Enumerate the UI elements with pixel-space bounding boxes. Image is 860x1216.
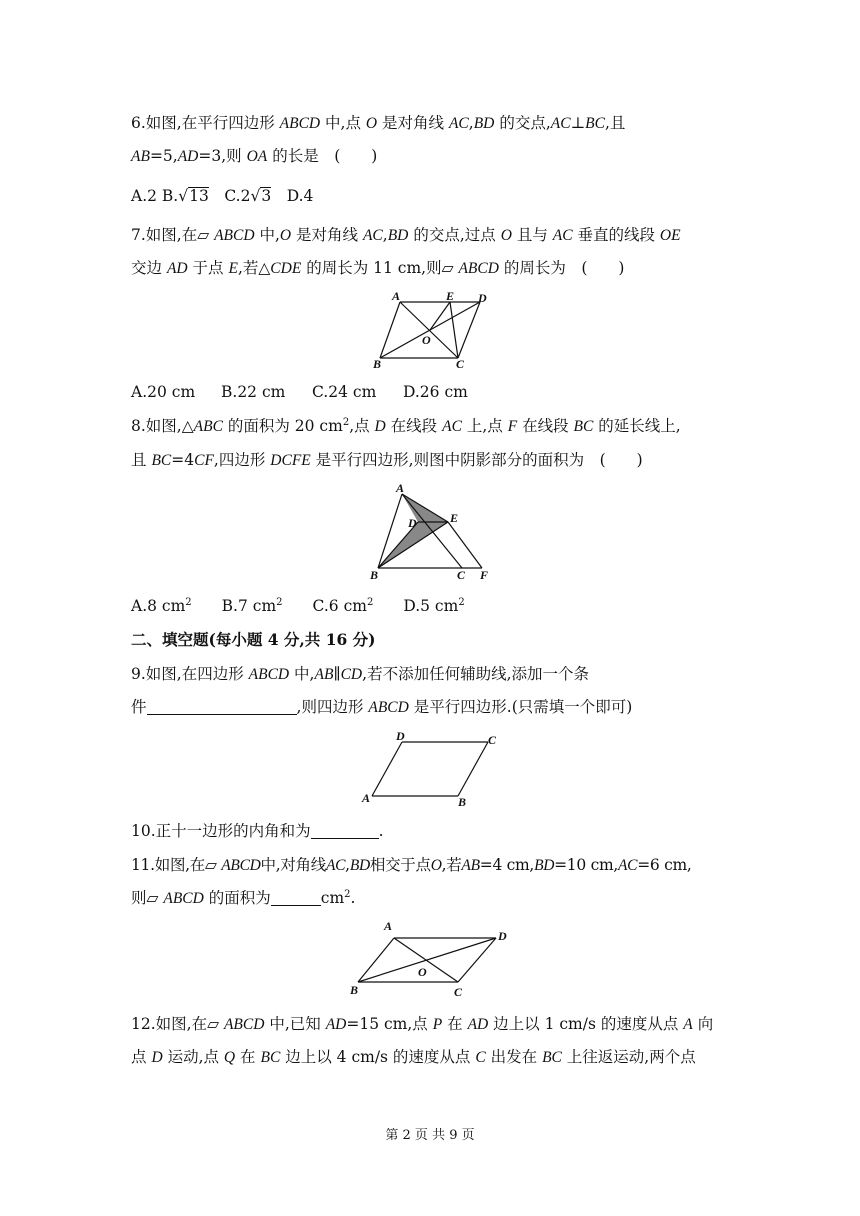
q9-line2-pre: 件 — [131, 698, 147, 716]
q8-label-B: B — [370, 568, 379, 582]
q8-options: A.8 $cm^2$ B.7 $cm^2$ C.6 $cm^2$ D.5 $cm^2$ — [131, 597, 465, 615]
q10-pre: 10.正十一边形的内角和为 — [131, 822, 311, 840]
q12-line2: 点 D 运动,点 Q 在 BC 边上以 4 cm/s 的速度从点 C 出发在 BC 上往返运动,两个点 — [131, 1048, 696, 1066]
q11-line1: 11.如图,在▱ ABCD中,对角线AC,BD相交于点O,若AB=4 cm,BD=10 cm,AC=6 cm, — [131, 856, 692, 874]
q7-label-D: D — [478, 291, 487, 305]
q6-line2: AB=5,AD=3,则 OA 的长是 ( ) — [131, 147, 378, 165]
section2-heading: 二、填空题(每小题 4 分,共 16 分) — [131, 630, 376, 649]
q7-line2: 交边 AD 于点 E,若△CDE 的周长为 11 cm,则▱ ABCD 的周长为 ( ) — [131, 259, 625, 277]
q8-figure — [366, 480, 496, 584]
q11-answer-blank[interactable] — [271, 889, 321, 906]
q7-label-O: O — [422, 333, 431, 347]
q7-line1: 7.如图,在▱ ABCD 中,O 是对角线 AC,BD 的交点,过点 O 且与 AC 垂直的线段 OE — [131, 226, 681, 244]
q8-label-F: F — [480, 568, 489, 582]
q11-label-D: D — [498, 929, 507, 943]
q10-post: . — [378, 822, 384, 840]
q7-figure — [370, 290, 500, 370]
q11-label-A: A — [384, 919, 393, 933]
q8-label-D: D — [408, 516, 417, 530]
q12-line1: 12.如图,在▱ ABCD 中,已知 AD=15 cm,点 P 在 AD 边上以 1 cm/s 的速度从点 A 向 — [131, 1015, 714, 1033]
q9-label-B: B — [458, 795, 467, 809]
q7-option-d: D.26 cm — [403, 383, 468, 401]
q6-options: A.2 B.√13 C.2√3 D.4 — [131, 187, 314, 205]
q11-label-B: B — [350, 983, 359, 997]
q9-line2: 件 ,则四边形 ABCD 是平行四边形.(只需填一个即可) — [131, 698, 633, 716]
q10-answer-blank[interactable] — [311, 822, 379, 839]
q9-line1: 9.如图,在四边形 ABCD 中,AB∥CD,若不添加任何辅助线,添加一个条 — [131, 665, 589, 683]
q11-label-C: C — [454, 985, 463, 999]
q7-label-B: B — [373, 357, 382, 371]
page-footer: 第 2 页 共 9 页 — [385, 1128, 475, 1143]
q7-option-a: A.20 cm — [131, 383, 196, 401]
q7-label-C: C — [456, 357, 465, 371]
q11-line2: 则▱ ABCD 的面积为 $cm^2$. — [131, 889, 356, 907]
q8-label-A: A — [396, 481, 405, 495]
q6-line1: 6.如图,在平行四边形 ABCD 中,点 O 是对角线 AC,BD 的交点,AC⊥BC,且 — [131, 114, 626, 132]
q8-label-C: C — [457, 568, 466, 582]
q9-label-A: A — [362, 791, 371, 805]
q7-option-b: B.22 cm — [221, 383, 286, 401]
q7-option-c: C.24 cm — [312, 383, 377, 401]
q7-label-A: A — [392, 289, 401, 303]
q7-options — [131, 382, 468, 402]
q8-line2: 且 BC=4CF,四边形 DCFE 是平行四边形,则图中阴影部分的面积为 ( ) — [131, 451, 643, 469]
q8-line1: 8.如图,△ABC 的面积为 20 $cm^2$,点 D 在线段 AC 上,点 F 在线段 BC 的延长线上, — [131, 417, 681, 435]
q11-figure — [346, 918, 516, 1000]
q9-figure — [358, 730, 508, 810]
q9-label-D: D — [396, 729, 405, 743]
q9-answer-blank[interactable] — [147, 698, 297, 715]
q8-label-E: E — [450, 511, 459, 525]
q11-label-O: O — [418, 965, 427, 979]
q10-line — [131, 821, 384, 841]
q7-label-E: E — [446, 289, 455, 303]
q9-label-C: C — [488, 733, 497, 747]
